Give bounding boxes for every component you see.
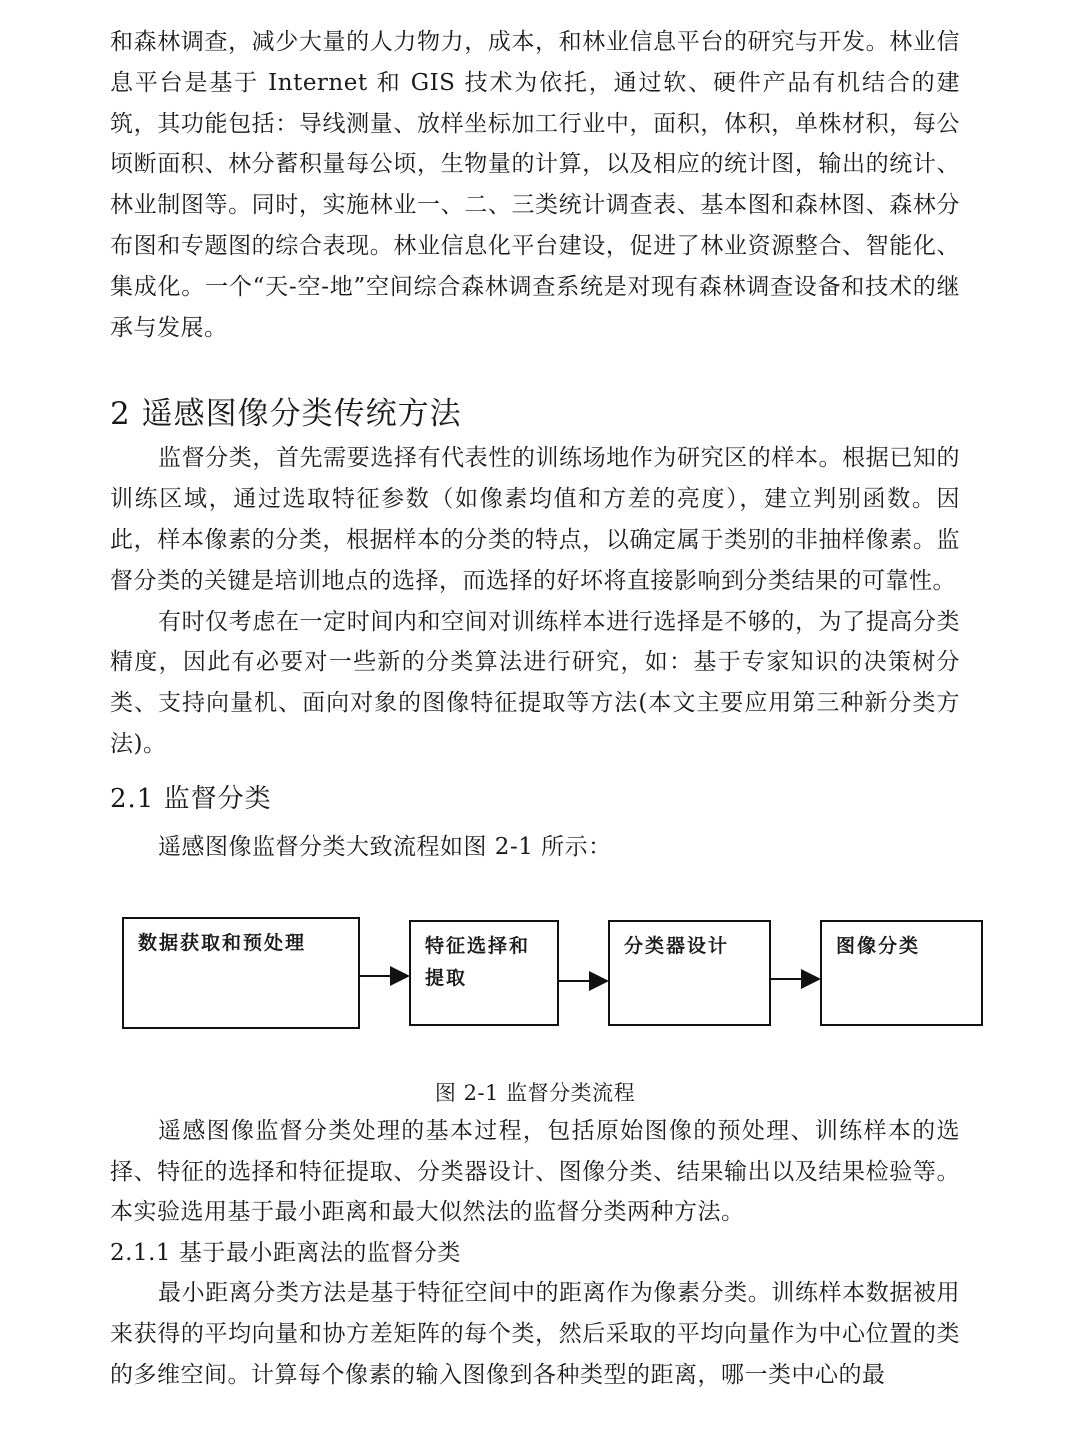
section-heading-2-1-1: 2.1.1 基于最小距离法的监督分类 xyxy=(110,1240,461,1267)
flow-box-image-classification: 图像分类 xyxy=(820,920,983,1026)
flow-box-data-acquisition: 数据获取和预处理 xyxy=(122,917,360,1029)
figure-caption: 图 2-1 监督分类流程 xyxy=(434,1080,636,1105)
flowchart-figure xyxy=(110,897,960,1067)
process-paragraph: 遥感图像监督分类处理的基本过程，包括原始图像的预处理、训练样本的选择、特征的选择和特征提取、分类器设计、图像分类、结果输出以及结果检验等。本实验选用基于最小距离和最大似然法的监督分类两种方法。 xyxy=(110,1117,960,1226)
section-heading-2-1: 2.1 监督分类 xyxy=(110,783,272,814)
page-content xyxy=(110,22,960,1396)
intro-paragraph: 和森林调查，减少大量的人力物力，成本，和林业信息平台的研究与开发。林业信息平台是基于 Internet 和 GIS 技术为依托，通过软、硬件产品有机结合的建筑，其功能包括：导线测量、放样坐标加工行业中，面积，体积，单株材积，每公顷断面积、林分蓄积量每公顷，生物量的计算，以及相应的统计图，输出的统计、林业制图等。同时，实施林业一、二、三类统计调查表、基本图和森林图、森林分布图和专题图的综合表现。林业信息化平台建设，促进了林业资源整合、智能化、集成化。一个“天-空-地”空间综合森林调查系统是对现有森林调查设备和技术的继承与发展。 xyxy=(110,29,960,341)
supervised-paragraph-1: 监督分类，首先需要选择有代表性的训练场地作为研究区的样本。根据已知的训练区域，通过选取特征参数（如像素均值和方差的亮度），建立判别函数。因此，样本像素的分类，根据样本的分类的特点，以确定属于类别的非抽样像素。监督分类的关键是培训地点的选择，而选择的好坏将直接影响到分类结果的可靠性。 xyxy=(110,445,960,594)
section-heading-2: 2 遥感图像分类传统方法 xyxy=(110,396,462,433)
flow-box-classifier-design: 分类器设计 xyxy=(608,920,771,1026)
flow-box-feature-selection: 特征选择和提取 xyxy=(409,920,559,1026)
min-distance-paragraph: 最小距离分类方法是基于特征空间中的距离作为像素分类。训练样本数据被用来获得的平均向量和协方差矩阵的每个类，然后采取的平均向量作为中心位置的类的多维空间。计算每个像素的输入图像到各种类型的距离，哪一类中心的最 xyxy=(110,1280,960,1388)
flow-intro-text: 遥感图像监督分类大致流程如图 2-1 所示： xyxy=(158,833,612,860)
supervised-paragraph-2: 有时仅考虑在一定时间内和空间对训练样本进行选择是不够的，为了提高分类精度，因此有必要对一些新的分类算法进行研究，如：基于专家知识的决策树分类、支持向量机、面向对象的图像特征提取等方法(本文主要应用第三种新分类方法)。 xyxy=(110,608,960,757)
